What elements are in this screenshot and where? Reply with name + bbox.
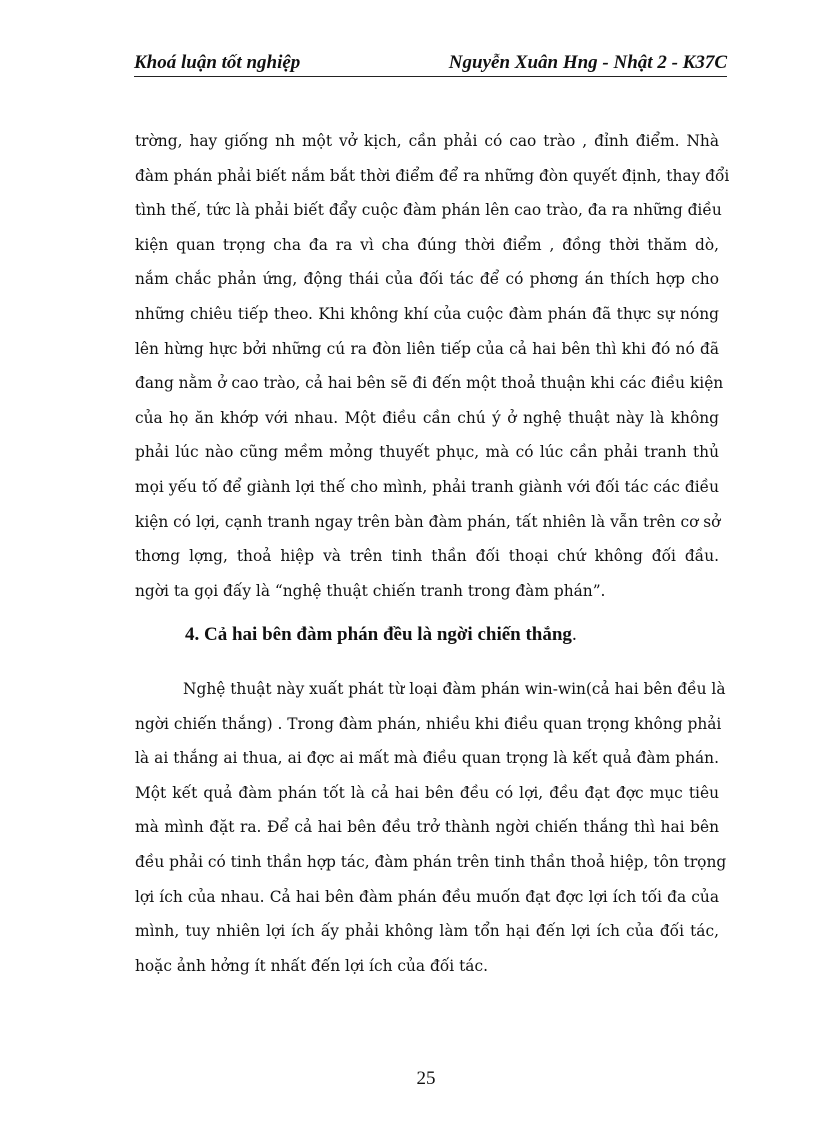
section-heading	[185, 624, 725, 646]
paragraph-1-line: kiện có lợi, cạnh tranh ngay trên bàn đàm phán, tất nhiên là vẫn trên cơ sở	[135, 512, 721, 531]
paragraph-1	[135, 124, 730, 608]
paragraph-1-line: đàm phán phải biết nắm bắt thời điểm để ra những đòn quyết định, thay đổi	[135, 166, 730, 185]
page-number: 25	[416, 1068, 436, 1089]
paragraph-2	[135, 672, 727, 983]
paragraph-2-line: mà mình đặt ra. Để cả hai bên đều trở thành ngời chiến thắng thì hai bên	[135, 818, 719, 837]
paragraph-1-line: lên hừng hực bởi những cú ra đòn liên tiếp của cả hai bên thì khi đó nó đã	[135, 339, 719, 358]
paragraph-2-line: hoặc ảnh hởng ít nhất đến lợi ích của đối tác.	[135, 956, 488, 975]
paragraph-2-line: Một kết quả đàm phán tốt là cả hai bên đều có lợi, đều đạt đợc mục tiêu	[135, 783, 719, 802]
section-heading-period: .	[571, 624, 577, 645]
page-header	[134, 52, 727, 77]
paragraph-2-line: là ai thắng ai thua, ai đợc ai mất mà điều quan trọng là kết quả đàm phán.	[135, 749, 719, 768]
paragraph-2-line: mình, tuy nhiên lợi ích ấy phải không làm tổn hại đến lợi ích của đối tác,	[135, 922, 719, 941]
paragraph-1-line: ngời ta gọi đấy là “nghệ thuật chiến tranh trong đàm phán”.	[135, 581, 606, 600]
section-heading-text: 4. Cả hai bên đàm phán đều là ngời chiến thắng	[185, 624, 572, 645]
paragraph-2-line: đều phải có tinh thần hợp tác, đàm phán trên tinh thần thoả hiệp, tôn trọng	[135, 852, 727, 871]
paragraph-1-line: nắm chắc phản ứng, động thái của đối tác để có phơng án thích hợp cho	[135, 270, 719, 289]
paragraph-1-line: phải lúc nào cũng mềm mỏng thuyết phục, mà có lúc cần phải tranh thủ	[135, 443, 719, 462]
header-thesis-title: Khoá luận tốt nghiệp	[134, 52, 301, 73]
paragraph-2-line: ngời chiến thắng) . Trong đàm phán, nhiều khi điều quan trọng không phải	[135, 714, 722, 733]
paragraph-2-line: lợi ích của nhau. Cả hai bên đàm phán đều muốn đạt đợc lợi ích tối đa của	[135, 887, 719, 906]
paragraph-1-line: của họ ăn khớp với nhau. Một điều cần chú ý ở nghệ thuật này là không	[135, 408, 719, 427]
paragraph-1-line: đang nằm ở cao trào, cả hai bên sẽ đi đến một thoả thuận khi các điều kiện	[135, 374, 724, 393]
paragraph-2-line: Nghệ thuật này xuất phát từ loại đàm phán win-win(cả hai bên đều là	[183, 680, 726, 698]
paragraph-1-line: tình thế, tức là phải biết đẩy cuộc đàm phán lên cao trào, đa ra những điều	[135, 201, 722, 220]
paragraph-1-line: trờng, hay giống nh một vở kịch, cần phải có cao trào , đỉnh điểm. Nhà	[135, 132, 719, 150]
paragraph-1-line: những chiêu tiếp theo. Khi không khí của cuộc đàm phán đã thực sự nóng	[135, 304, 719, 323]
header-author-class: Nguyễn Xuân Hng - Nhật 2 - K37C	[448, 52, 727, 73]
paragraph-1-line: thơng lợng, thoả hiệp và trên tinh thần đối thoại chứ không đối đầu.	[135, 547, 719, 566]
paragraph-1-line: kiện quan trọng cha đa ra vì cha đúng thời điểm , đồng thời thăm dò,	[135, 235, 719, 254]
paragraph-1-line: mọi yếu tố để giành lợi thế cho mình, phải tranh giành với đối tác các điều	[135, 477, 719, 496]
